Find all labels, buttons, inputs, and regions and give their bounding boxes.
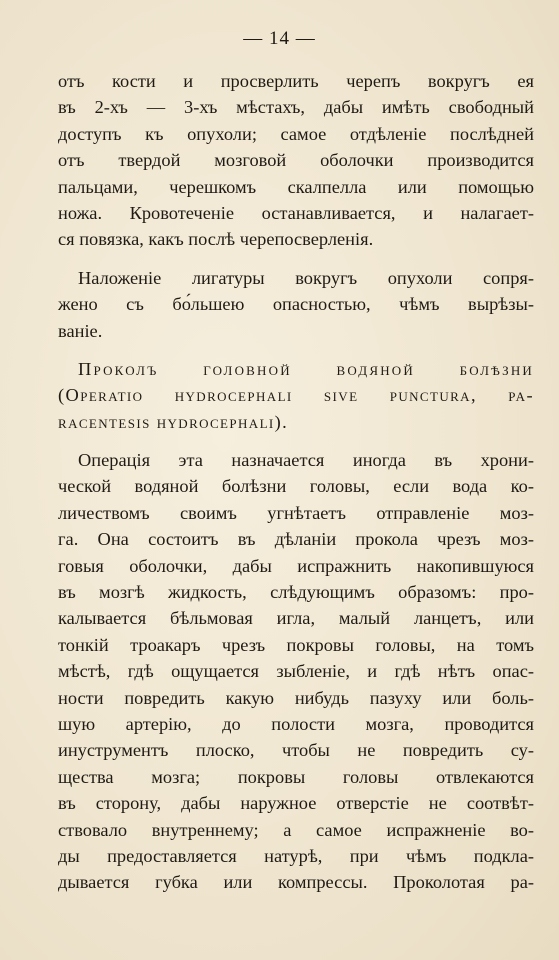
- text-line: личествомъ своимъ угнѣтаетъ отправленіе моз-: [58, 502, 534, 523]
- text-line: ваніе.: [58, 320, 103, 341]
- text-line: тонкій троакаръ чрезъ покровы головы, на томъ: [58, 634, 534, 655]
- text-line: ножа. Кровотеченіе останавливается, и налагает-: [58, 202, 534, 223]
- text-line: пальцами, черешкомъ скалпелла или помощью: [58, 176, 534, 197]
- text-line: ности повредить какую нибудь пазуху или боль-: [58, 687, 534, 708]
- text-line: дывается губка или компрессы. Проколотая ра-: [58, 872, 534, 893]
- text-line: отъ кости и просверлить черепъ вокругъ ея: [58, 71, 534, 91]
- page-number: — 14 —: [243, 28, 316, 49]
- text-line: въ 2-хъ — 3-хъ мѣстахъ, дабы имѣть свободный: [58, 97, 534, 118]
- text-line: доступъ къ опухоли; самое отдѣленіе послѣдней: [58, 123, 534, 144]
- text-line: въ сторону, дабы наружное отверстіе не соотвѣт-: [58, 793, 534, 814]
- text-line: говыя оболочки, дабы испражнить накопившуюся: [58, 555, 534, 576]
- section-heading-latin: racentesis hydrocephali).: [58, 411, 289, 432]
- text-line: отъ твердой мозговой оболочки производится: [58, 150, 534, 171]
- text-line: ся повязка, какъ послѣ черепосверленія.: [58, 229, 374, 250]
- text-line: Наложеніе лигатуры вокругъ опухоли сопря-: [78, 267, 534, 288]
- text-line: ствовало внутреннему; а самое испражненіе во-: [58, 819, 534, 840]
- text-line: ды предоставляется натурѣ, при чѣмъ подкла-: [58, 845, 534, 866]
- text-line: калывается бѣльмовая игла, малый ланцетъ, или: [58, 608, 534, 629]
- section-heading: Проколъ головной водяной болѣзни: [78, 358, 534, 379]
- text-line: инуструментъ плоско, чтобы не повредить су-: [58, 740, 534, 761]
- body-text: [58, 68, 534, 896]
- text-line: мѣстѣ, гдѣ ощущается зыбленіе, и гдѣ нѣтъ опас-: [58, 661, 534, 682]
- section-heading-latin: (Operatio hydrocephali sive punctura, pa-: [58, 385, 534, 406]
- text-line: щества мозга; покровы головы отвлекаются: [58, 766, 534, 787]
- text-line: ческой водяной болѣзни головы, если вода ко-: [58, 476, 534, 497]
- text-line: жено съ бо́льшею опасностью, чѣмъ вырѣзы-: [58, 294, 534, 315]
- text-line: шую артерію, до полости мозга, проводится: [58, 713, 534, 734]
- text-line: Операція эта назначается иногда въ хрони-: [78, 450, 534, 471]
- text-line: га. Она состоитъ въ дѣланіи прокола чрезъ моз-: [58, 529, 534, 550]
- text-line: въ мозгѣ жидкость, слѣдующимъ образомъ: про-: [58, 582, 534, 603]
